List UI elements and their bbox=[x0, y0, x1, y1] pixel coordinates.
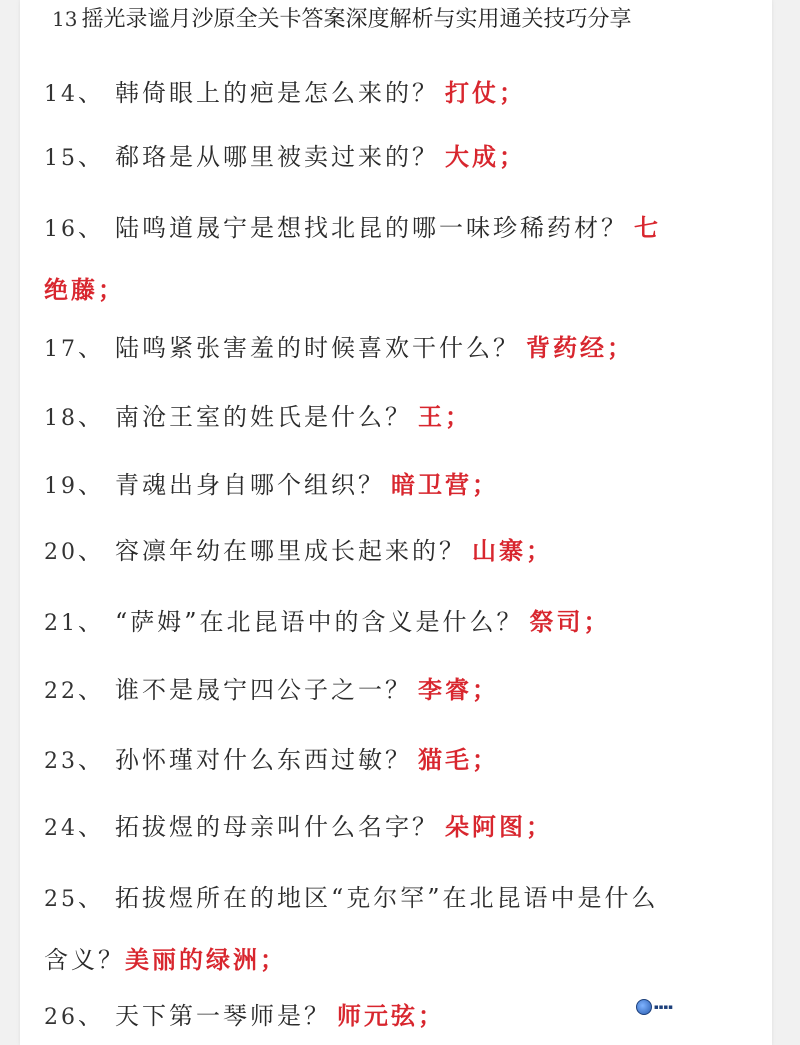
question-number: 21 bbox=[44, 611, 78, 636]
question-number: 25 bbox=[44, 887, 78, 912]
number-separator: 、 bbox=[78, 884, 105, 912]
qa-item bbox=[44, 521, 553, 583]
answer-text: 背药经； bbox=[526, 334, 634, 362]
question-text: 拓拔煜所在的地区“克尔罕”在北昆语中是什么 bbox=[115, 884, 659, 912]
qa-item bbox=[44, 592, 611, 654]
question-number: 18 bbox=[44, 406, 78, 431]
number-separator: 、 bbox=[78, 471, 105, 499]
question-text: 陆鸣道晟宁是想找北昆的哪一味珍稀药材？ bbox=[115, 214, 628, 242]
qa-item bbox=[44, 127, 526, 189]
question-text: “萨姆”在北昆语中的含义是什么？ bbox=[115, 608, 524, 636]
page-title bbox=[52, 4, 631, 35]
question-text: 陆鸣紧张害羞的时候喜欢干什么？ bbox=[115, 334, 520, 362]
site-logo-icon bbox=[636, 999, 652, 1015]
answer-text: 祭司； bbox=[529, 608, 611, 636]
question-number: 15 bbox=[44, 146, 78, 171]
question-text-continued: 含义？ bbox=[44, 946, 125, 974]
answer-text-continued: 绝藤； bbox=[44, 276, 125, 304]
title-text: 摇光录谧月沙原全关卡答案深度解析与实用通关技巧分享 bbox=[81, 7, 632, 32]
question-number: 17 bbox=[44, 337, 78, 362]
answer-text: 山寨； bbox=[472, 537, 553, 565]
question-continuation bbox=[44, 260, 661, 320]
answer-text: 王； bbox=[418, 403, 472, 431]
question-number: 16 bbox=[44, 217, 78, 242]
qa-item bbox=[44, 868, 659, 990]
answer-text: 暗卫营； bbox=[391, 471, 499, 499]
number-separator: 、 bbox=[78, 608, 105, 636]
question-text: 拓拔煜的母亲叫什么名字？ bbox=[115, 813, 439, 841]
watermark-mark: ▪▪▪▪ bbox=[654, 1003, 673, 1011]
number-separator: 、 bbox=[78, 334, 105, 362]
answer-text: 大成； bbox=[445, 143, 526, 171]
question-text: 孙怀瑾对什么东西过敏？ bbox=[115, 746, 412, 774]
qa-item bbox=[44, 730, 499, 792]
question-text: 南沧王室的姓氏是什么？ bbox=[115, 403, 412, 431]
watermark bbox=[636, 992, 700, 1022]
qa-item bbox=[44, 455, 499, 517]
qa-item bbox=[44, 660, 499, 722]
qa-item bbox=[44, 198, 661, 320]
qa-item bbox=[44, 797, 553, 859]
number-separator: 、 bbox=[78, 746, 105, 774]
qa-item bbox=[44, 63, 526, 125]
qa-item bbox=[44, 318, 634, 380]
question-number: 20 bbox=[44, 540, 78, 565]
title-prefix: 13 bbox=[52, 7, 78, 31]
number-separator: 、 bbox=[78, 676, 105, 704]
qa-item bbox=[44, 986, 445, 1045]
number-separator: 、 bbox=[78, 143, 105, 171]
qa-item bbox=[44, 387, 472, 449]
answer-text: 猫毛； bbox=[418, 746, 499, 774]
question-number: 19 bbox=[44, 474, 78, 499]
answer-text: 师元弦； bbox=[337, 1002, 445, 1030]
number-separator: 、 bbox=[78, 813, 105, 841]
question-number: 22 bbox=[44, 679, 78, 704]
number-separator: 、 bbox=[78, 214, 105, 242]
question-number: 23 bbox=[44, 749, 78, 774]
question-number: 24 bbox=[44, 816, 78, 841]
answer-text: 朵阿图； bbox=[445, 813, 553, 841]
question-number: 26 bbox=[44, 1005, 78, 1030]
number-separator: 、 bbox=[78, 1002, 105, 1030]
answer-text: 打仗； bbox=[445, 79, 526, 107]
question-text: 天下第一琴师是？ bbox=[115, 1002, 331, 1030]
question-number: 14 bbox=[44, 82, 78, 107]
number-separator: 、 bbox=[78, 79, 105, 107]
question-text: 韩倚眼上的疤是怎么来的？ bbox=[115, 79, 439, 107]
question-text: 青魂出身自哪个组织？ bbox=[115, 471, 385, 499]
question-text: 谁不是晟宁四公子之一？ bbox=[115, 676, 412, 704]
answer-text: 李睿； bbox=[418, 676, 499, 704]
number-separator: 、 bbox=[78, 403, 105, 431]
answer-text: 七 bbox=[634, 214, 661, 242]
number-separator: 、 bbox=[78, 537, 105, 565]
question-continuation bbox=[44, 930, 659, 990]
answer-text-continued: 美丽的绿洲； bbox=[125, 946, 287, 974]
question-text: 郗珞是从哪里被卖过来的？ bbox=[115, 143, 439, 171]
question-text: 容凛年幼在哪里成长起来的？ bbox=[115, 537, 466, 565]
